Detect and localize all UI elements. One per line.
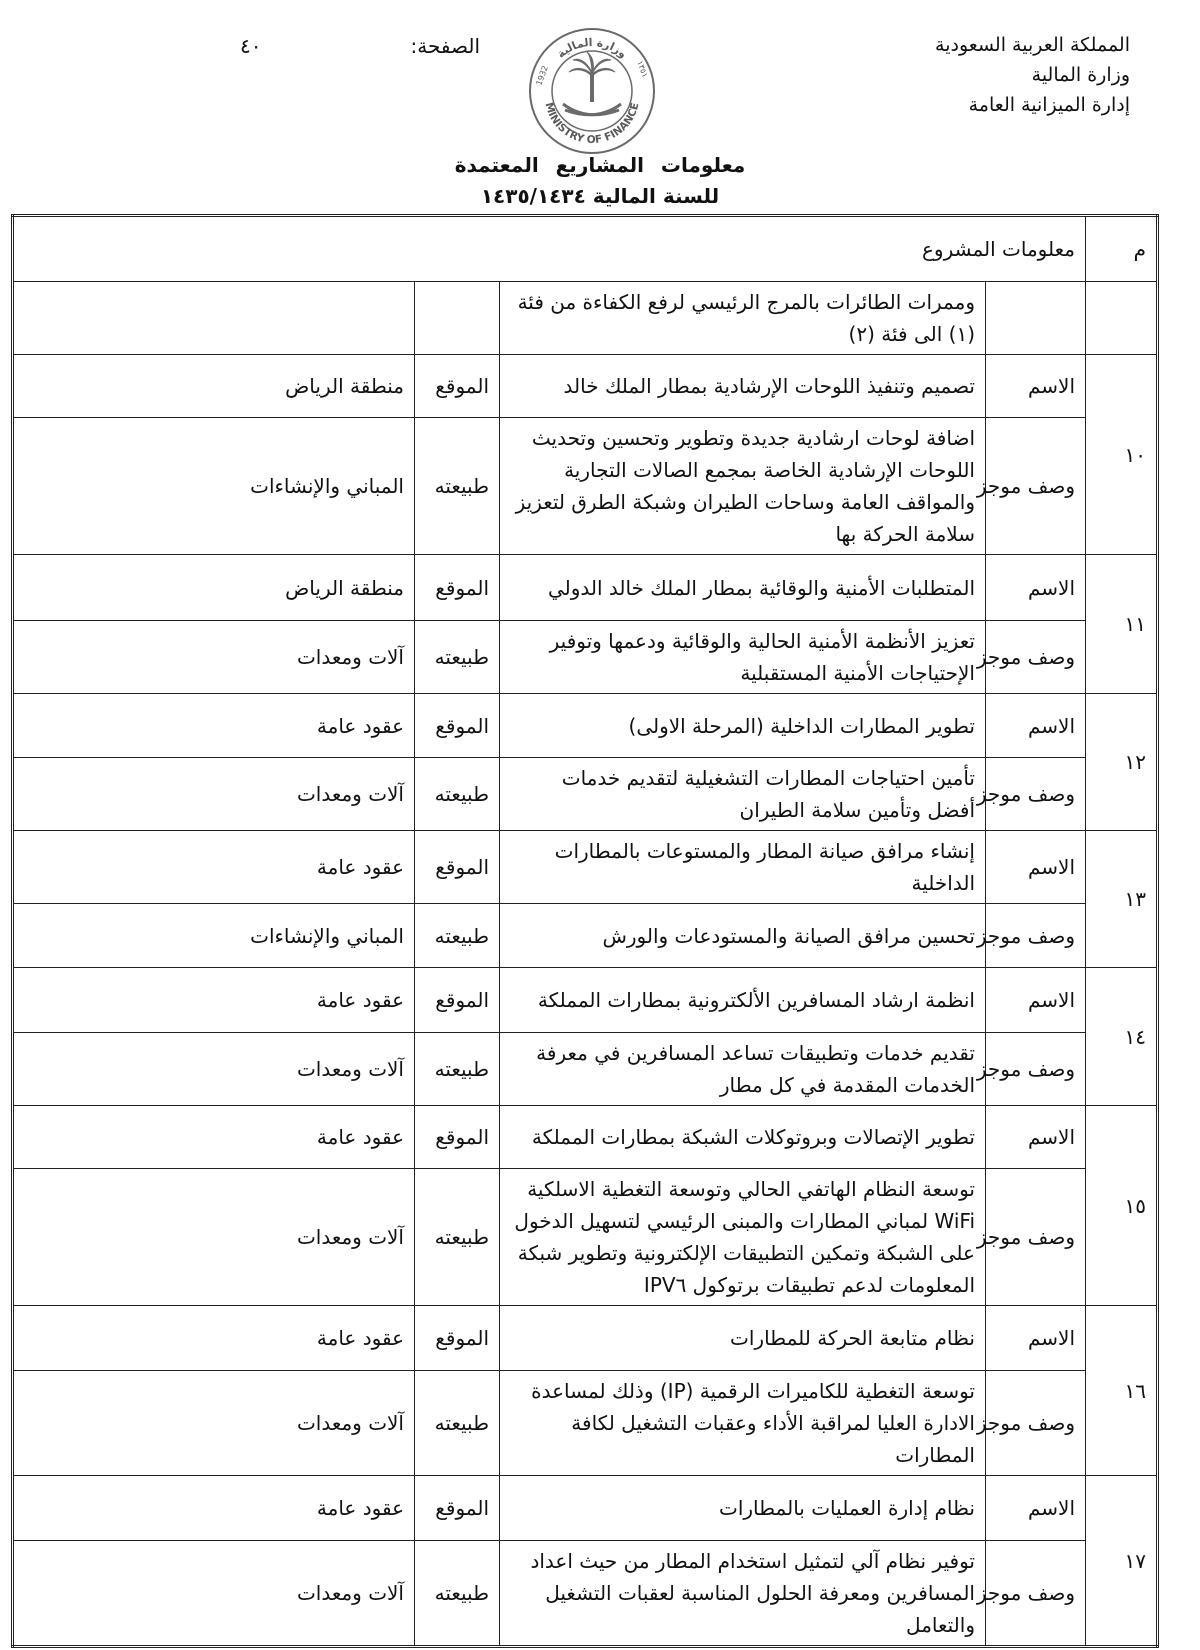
project-description: توسعة التغطية للكاميرات الرقمية (IP) وذلك لمساعدة الادارة العليا لمراقبة الأداء وعقبات التشغيل لكافة المطارات xyxy=(500,1371,986,1476)
project-nature: آلات ومعدات xyxy=(13,1541,415,1647)
label-nature: طبيعته xyxy=(415,904,500,968)
ministry-line-department: إدارة الميزانية العامة xyxy=(968,94,1130,116)
project-description-row xyxy=(13,904,1158,968)
project-description: تقديم خدمات وتطبيقات تساعد المسافرين في معرفة الخدمات المقدمة في كل مطار xyxy=(500,1033,986,1106)
project-name-row xyxy=(13,1306,1158,1371)
project-description: تحسين مرافق الصيانة والمستودعات والورش xyxy=(500,904,986,968)
project-description-row xyxy=(13,418,1158,555)
label-description: وصف موجز xyxy=(986,621,1086,694)
label-description: وصف موجز xyxy=(986,1033,1086,1106)
svg-text:MINISTRY OF FINANCE xyxy=(542,101,641,146)
projects-table xyxy=(11,214,1159,1648)
project-description: تأمين احتياجات المطارات التشغيلية لتقديم خدمات أفضل وتأمين سلامة الطيران xyxy=(500,758,986,831)
project-location: منطقة الرياض xyxy=(13,555,415,621)
label-nature: طبيعته xyxy=(415,621,500,694)
project-description: تعزيز الأنظمة الأمنية الحالية والوقائية ودعمها وتوفير الإحتياجات الأمنية المستقبلية xyxy=(500,621,986,694)
project-nature: المباني والإنشاءات xyxy=(13,418,415,555)
label-name: الاسم xyxy=(986,831,1086,904)
crossed-swords-icon xyxy=(563,104,621,115)
project-name: نظام متابعة الحركة للمطارات xyxy=(500,1306,986,1371)
project-location: عقود عامة xyxy=(13,1306,415,1371)
label-location: الموقع xyxy=(415,968,500,1033)
project-number: ١٤ xyxy=(1086,968,1158,1106)
project-name-row xyxy=(13,968,1158,1033)
label-location: الموقع xyxy=(415,355,500,418)
label-description: وصف موجز xyxy=(986,1371,1086,1476)
project-name-row xyxy=(13,355,1158,418)
ministry-line-ministry: وزارة المالية xyxy=(1031,64,1130,86)
project-description-row xyxy=(13,621,1158,694)
label-description: وصف موجز xyxy=(986,418,1086,555)
label-location: الموقع xyxy=(415,694,500,758)
continuation-label-cell xyxy=(986,282,1086,355)
label-location: الموقع xyxy=(415,1106,500,1169)
project-name: إنشاء مرافق صيانة المطار والمستوعات بالمطارات الداخلية xyxy=(500,831,986,904)
ministry-line-kingdom: المملكة العربية السعودية xyxy=(935,34,1130,56)
project-description-row xyxy=(13,1033,1158,1106)
project-name-row xyxy=(13,555,1158,621)
label-name: الاسم xyxy=(986,1306,1086,1371)
page-label: الصفحة: xyxy=(410,34,480,58)
project-description: توفير نظام آلي لتمثيل استخدام المطار من حيث اعداد المسافرين ومعرفة الحلول المناسبة لعقبات التشغيل والتعامل xyxy=(500,1541,986,1647)
ministry-header xyxy=(870,30,1130,120)
label-description: وصف موجز xyxy=(986,904,1086,968)
label-location: الموقع xyxy=(415,1476,500,1541)
continuation-value-cell xyxy=(13,282,415,355)
seal-year-left: 1932 xyxy=(534,64,550,87)
project-name: نظام إدارة العمليات بالمطارات xyxy=(500,1476,986,1541)
column-header-project-info: معلومات المشروع xyxy=(13,216,1086,282)
project-location: عقود عامة xyxy=(13,968,415,1033)
continuation-sublabel-cell xyxy=(415,282,500,355)
project-name: المتطلبات الأمنية والوقائية بمطار الملك خالد الدولي xyxy=(500,555,986,621)
svg-text:وزارة المالية xyxy=(555,36,630,61)
project-number: ١٥ xyxy=(1086,1106,1158,1306)
label-name: الاسم xyxy=(986,355,1086,418)
project-number: ١٠ xyxy=(1086,355,1158,555)
label-location: الموقع xyxy=(415,1306,500,1371)
label-name: الاسم xyxy=(986,694,1086,758)
project-description-row xyxy=(13,1169,1158,1306)
document-title: معلومات المشاريع المعتمدة xyxy=(454,153,746,177)
project-number: ١٦ xyxy=(1086,1306,1158,1476)
project-name: تطوير الإتصالات وبروتوكلات الشبكة بمطارات المملكة xyxy=(500,1106,986,1169)
project-name-row xyxy=(13,1476,1158,1541)
project-location: عقود عامة xyxy=(13,831,415,904)
ministry-seal-logo xyxy=(527,26,657,156)
project-nature: آلات ومعدات xyxy=(13,758,415,831)
project-name: انظمة ارشاد المسافرين الألكترونية بمطارات المملكة xyxy=(500,968,986,1033)
table-header-row xyxy=(13,216,1158,282)
page-indicator xyxy=(240,34,480,62)
project-location: منطقة الرياض xyxy=(13,355,415,418)
project-nature: آلات ومعدات xyxy=(13,1371,415,1476)
label-location: الموقع xyxy=(415,555,500,621)
label-nature: طبيعته xyxy=(415,1169,500,1306)
project-name-row xyxy=(13,694,1158,758)
label-name: الاسم xyxy=(986,968,1086,1033)
column-header-m: م xyxy=(1086,216,1158,282)
project-location: عقود عامة xyxy=(13,1476,415,1541)
project-number: ١١ xyxy=(1086,555,1158,694)
label-nature: طبيعته xyxy=(415,418,500,555)
palm-tree-icon xyxy=(569,52,615,102)
page-number: ٤٠ xyxy=(240,34,262,58)
project-nature: المباني والإنشاءات xyxy=(13,904,415,968)
seal-english-text: MINISTRY OF FINANCE xyxy=(542,101,642,147)
project-name: تطوير المطارات الداخلية (المرحلة الاولى) xyxy=(500,694,986,758)
label-name: الاسم xyxy=(986,1106,1086,1169)
label-nature: طبيعته xyxy=(415,1033,500,1106)
project-nature: آلات ومعدات xyxy=(13,1033,415,1106)
seal-year-right: ١٣٥١ xyxy=(635,59,650,79)
label-nature: طبيعته xyxy=(415,1371,500,1476)
label-nature: طبيعته xyxy=(415,1541,500,1647)
label-location: الموقع xyxy=(415,831,500,904)
label-name: الاسم xyxy=(986,1476,1086,1541)
project-description-row xyxy=(13,1371,1158,1476)
project-description: اضافة لوحات ارشادية جديدة وتطوير وتحسين وتحديث اللوحات الإرشادية الخاصة بمجمع الصالات التجارية والمواقف العامة وساحات الطيران وشبكة الطرق لتعزيز سلامة الحركة بها xyxy=(500,418,986,555)
label-description: وصف موجز xyxy=(986,1541,1086,1647)
seal-arabic-text: وزارة المالية xyxy=(554,35,630,61)
project-number: ١٢ xyxy=(1086,694,1158,831)
project-name-row xyxy=(13,1106,1158,1169)
label-description: وصف موجز xyxy=(986,1169,1086,1306)
project-number: ١٧ xyxy=(1086,1476,1158,1647)
label-name: الاسم xyxy=(986,555,1086,621)
label-description: وصف موجز xyxy=(986,758,1086,831)
project-name-row xyxy=(13,831,1158,904)
project-description-row xyxy=(13,758,1158,831)
project-nature: آلات ومعدات xyxy=(13,621,415,694)
document-subtitle: للسنة المالية ١٤٣٥/١٤٣٤ xyxy=(480,184,720,208)
project-description: توسعة النظام الهاتفي الحالي وتوسعة التغطية الاسلكية WiFi لمباني المطارات والمبنى الرئيسي لتسهيل الدخول على الشبكة وتمكين التطبيقات الإلكترونية وتطوير شبكة المعلومات لدعم تطبيقات برتوكول IPV٦ xyxy=(500,1169,986,1306)
project-location: عقود عامة xyxy=(13,1106,415,1169)
project-location: عقود عامة xyxy=(13,694,415,758)
continuation-row xyxy=(13,282,1158,355)
project-description-row xyxy=(13,1541,1158,1647)
project-nature: آلات ومعدات xyxy=(13,1169,415,1306)
continuation-text: وممرات الطائرات بالمرج الرئيسي لرفع الكفاءة من فئة (١) الى فئة (٢) xyxy=(500,282,986,355)
project-name: تصميم وتنفيذ اللوحات الإرشادية بمطار الملك خالد xyxy=(500,355,986,418)
label-nature: طبيعته xyxy=(415,758,500,831)
project-number: ١٣ xyxy=(1086,831,1158,968)
continuation-num-cell xyxy=(1086,282,1158,355)
